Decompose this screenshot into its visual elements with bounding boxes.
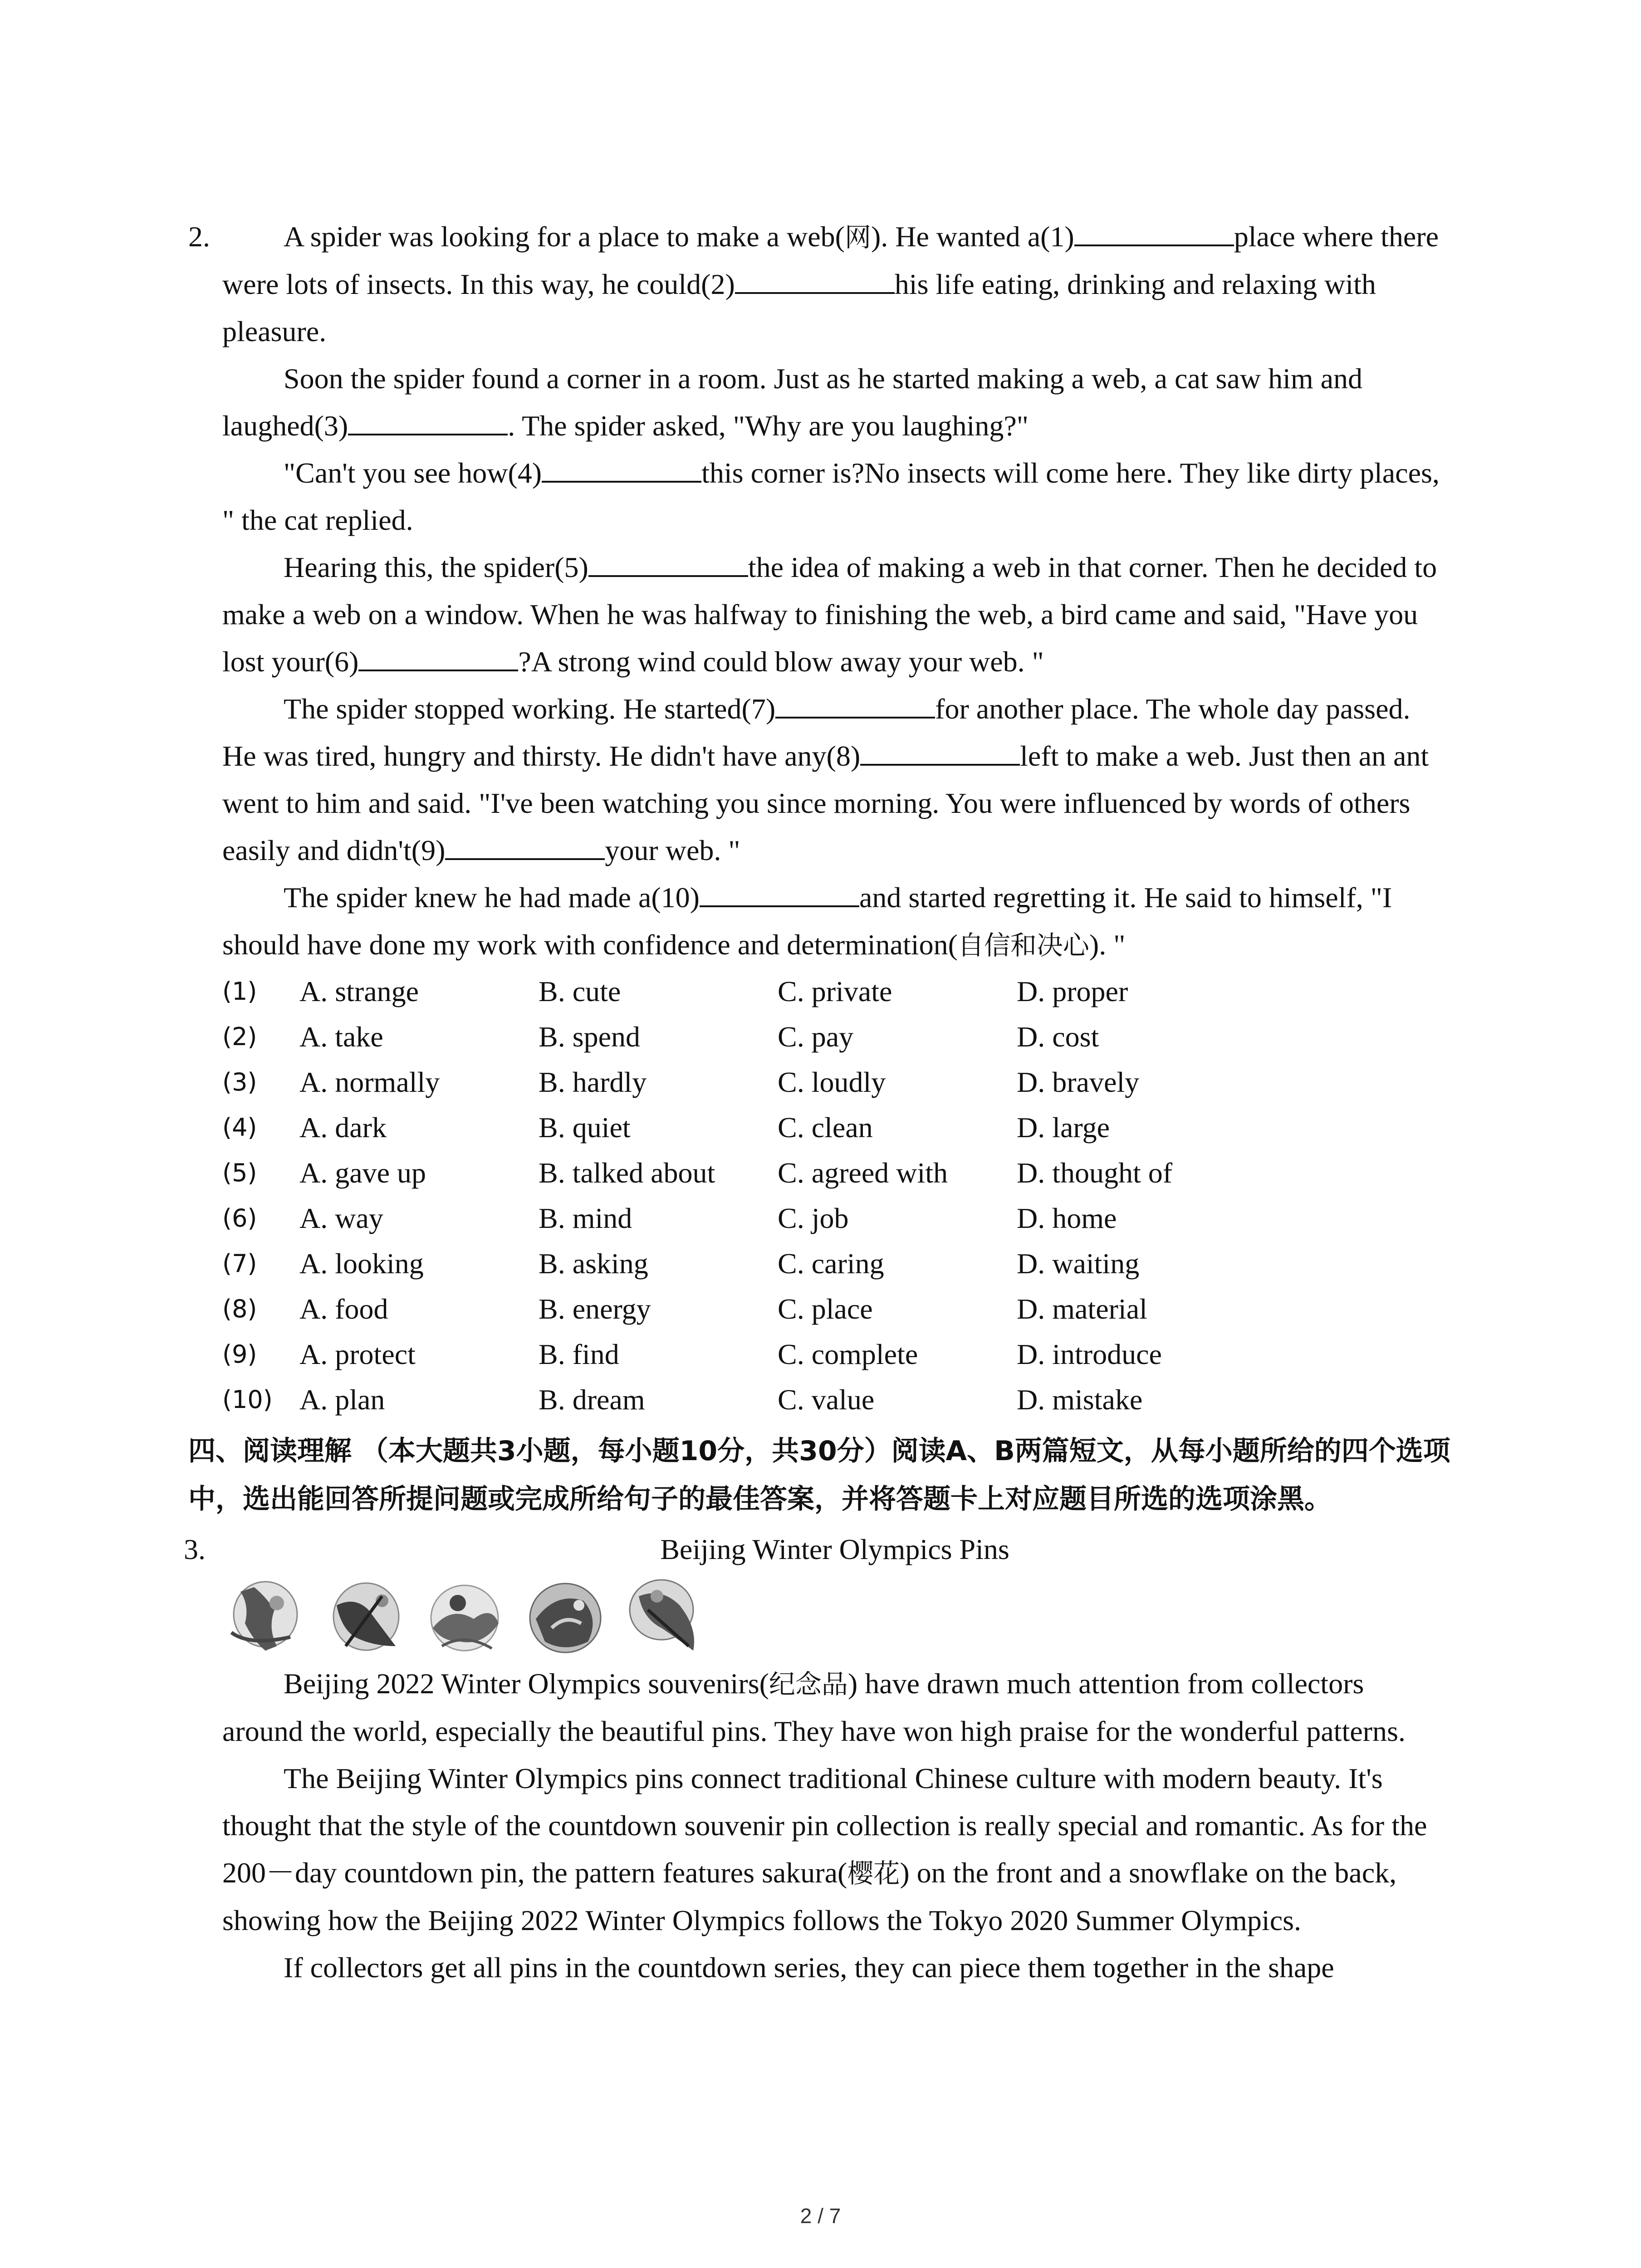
option-b[interactable]: B. hardly: [539, 1066, 647, 1098]
option-row: [222, 1014, 1447, 1060]
pin-image: [424, 1578, 505, 1657]
pin-image: [625, 1578, 707, 1657]
option-row: [222, 1105, 1447, 1150]
page-number: 2 / 7: [800, 2204, 841, 2228]
option-row: [222, 1196, 1447, 1241]
text: Hearing this, the spider(5): [284, 551, 588, 583]
option-c[interactable]: C. pay: [778, 1021, 854, 1053]
option-c[interactable]: C. job: [778, 1202, 849, 1234]
option-b[interactable]: B. quiet: [539, 1111, 631, 1144]
text: and started regretting it. He said to himself, "I should have done my work with confidence and determination(: [222, 881, 1392, 961]
question-title-row: [184, 1526, 1447, 1573]
blank-4[interactable]: [542, 452, 701, 483]
text: The spider knew he had made a(10): [284, 881, 700, 914]
pin-image: [524, 1578, 606, 1657]
blank-2[interactable]: [735, 263, 895, 294]
option-row: [222, 1060, 1447, 1105]
text: ). He wanted a(1): [871, 220, 1074, 253]
option-row: [222, 1150, 1447, 1196]
option-number: (6): [222, 1204, 257, 1232]
option-number: (8): [222, 1295, 257, 1323]
option-number: (3): [222, 1068, 257, 1096]
option-a[interactable]: A. way: [299, 1202, 383, 1234]
paragraph: [222, 685, 1447, 874]
question-3: [184, 1526, 1447, 1991]
option-c[interactable]: C. clean: [778, 1111, 873, 1144]
option-c[interactable]: C. place: [778, 1293, 873, 1325]
blank-5[interactable]: [588, 546, 748, 577]
option-b[interactable]: B. dream: [539, 1383, 645, 1416]
paragraph: [222, 1660, 1447, 1755]
option-a[interactable]: A. take: [299, 1021, 383, 1053]
option-a[interactable]: A. dark: [299, 1111, 387, 1144]
option-b[interactable]: B. talked about: [539, 1157, 715, 1189]
option-row: [222, 1241, 1447, 1286]
text: ). ": [1089, 929, 1126, 961]
option-c[interactable]: C. agreed with: [778, 1157, 948, 1189]
option-d[interactable]: D. bravely: [1017, 1066, 1140, 1098]
option-a[interactable]: A. food: [299, 1293, 388, 1325]
option-b[interactable]: B. mind: [539, 1202, 632, 1234]
text: Soon the spider found a corner in a room. Just as he started making a web, a cat saw him and laughed(3): [222, 362, 1363, 442]
text: your web. ": [605, 834, 740, 866]
question-2: [188, 213, 1447, 1422]
text: A spider was looking for a place to make a web(: [284, 220, 845, 253]
text: The Beijing Winter Olympics pins connect traditional Chinese culture with modern beauty. It's thought that the style of the countdown souvenir pin collection is really special and romantic. As for the 200－day countdown pin, the pattern features sakura(: [222, 1762, 1427, 1889]
option-number: (7): [222, 1249, 257, 1278]
chinese-gloss: 自信和决心: [957, 930, 1089, 961]
text: . The spider asked, "Why are you laughing?": [508, 410, 1029, 442]
option-d[interactable]: D. proper: [1017, 975, 1128, 1007]
option-number: (5): [222, 1158, 257, 1187]
paragraph: [222, 544, 1447, 685]
paragraph: [222, 355, 1447, 450]
paragraph: [222, 450, 1447, 544]
option-a[interactable]: A. gave up: [299, 1157, 426, 1189]
paragraph: [222, 1755, 1447, 1944]
question-number: 2.: [188, 220, 210, 253]
option-number: (10): [222, 1385, 273, 1414]
option-d[interactable]: D. mistake: [1017, 1383, 1143, 1416]
text: left to make a web. Just then an ant went to him and said. "I've been watching you since morning. You were influenced by words of others easily and didn't(9): [222, 740, 1429, 866]
text: "Can't you see how(4): [284, 457, 542, 489]
blank-9[interactable]: [445, 829, 605, 860]
option-d[interactable]: D. waiting: [1017, 1247, 1140, 1280]
blank-10[interactable]: [700, 876, 859, 907]
text: Beijing 2022 Winter Olympics souvenirs(: [284, 1667, 769, 1700]
text: the idea of making a web in that corner. Then he decided to make a web on a window. When he was halfway to finishing the web, a bird came and said, "Have you lost your(6): [222, 551, 1437, 678]
option-d[interactable]: D. material: [1017, 1293, 1147, 1325]
text: his life eating, drinking and relaxing with pleasure.: [222, 268, 1376, 347]
chinese-gloss: 樱花: [847, 1858, 900, 1889]
option-b[interactable]: B. cute: [539, 975, 621, 1007]
option-b[interactable]: B. spend: [539, 1021, 640, 1053]
section-heading: 四、阅读理解 （本大题共3小题，每小题10分，共30分）阅读A、B两篇短文，从每小题所给的四个选项中，选出能回答所提问题或完成所给句子的最佳答案，并将答题卡上对应题目所选的选项涂黑。: [188, 1435, 1450, 1515]
blank-7[interactable]: [775, 688, 935, 719]
text: ?A strong wind could blow away your web. ": [518, 645, 1044, 678]
blank-1[interactable]: [1074, 215, 1234, 246]
option-number: (1): [222, 977, 257, 1006]
option-c[interactable]: C. private: [778, 975, 892, 1007]
chinese-gloss: 纪念品: [769, 1669, 848, 1700]
option-a[interactable]: A. normally: [299, 1066, 440, 1098]
option-c[interactable]: C. loudly: [778, 1066, 886, 1098]
paragraph: If collectors get all pins in the countdown series, they can piece them together in the shape: [284, 1951, 1334, 1984]
option-d[interactable]: D. home: [1017, 1202, 1117, 1234]
text: ) have drawn much attention from collectors around the world, especially the beautiful pins. They have won high praise for the wonderful patterns.: [222, 1667, 1406, 1747]
option-a[interactable]: A. strange: [299, 975, 419, 1007]
text: ) on the front and a snowflake on the back, showing how the Beijing 2022 Winter Olympics follows the Tokyo 2020 Summer Olympics.: [222, 1857, 1397, 1936]
option-number: (2): [222, 1022, 257, 1051]
option-d[interactable]: D. cost: [1017, 1021, 1099, 1053]
option-row: [222, 1332, 1447, 1377]
blank-8[interactable]: [860, 735, 1020, 766]
passage-title: Beijing Winter Olympics Pins: [660, 1533, 1009, 1565]
page-content: [184, 213, 1450, 1991]
option-row: [222, 1377, 1447, 1422]
option-c[interactable]: C. value: [778, 1383, 875, 1416]
chinese-gloss: 网: [844, 222, 871, 253]
paragraph: [222, 213, 1447, 355]
pin-image: [222, 1578, 304, 1657]
option-a[interactable]: A. plan: [299, 1383, 385, 1416]
option-b[interactable]: B. find: [539, 1338, 619, 1370]
blank-6[interactable]: [358, 640, 518, 671]
option-c[interactable]: C. complete: [778, 1338, 918, 1370]
option-b[interactable]: B. asking: [539, 1247, 648, 1280]
text: this corner is?No insects will come here. They like dirty places, " the cat replied.: [222, 457, 1440, 536]
options-table: [222, 969, 1447, 1422]
option-a[interactable]: A. looking: [299, 1247, 424, 1280]
text: The spider stopped working. He started(7): [284, 693, 776, 725]
option-a[interactable]: A. protect: [299, 1338, 416, 1370]
option-number: (4): [222, 1113, 257, 1142]
option-number: (9): [222, 1340, 257, 1369]
pin-images: [222, 1577, 1447, 1658]
option-row: [222, 969, 1447, 1014]
blank-3[interactable]: [348, 405, 508, 435]
option-d[interactable]: D. introduce: [1017, 1338, 1162, 1370]
option-d[interactable]: D. thought of: [1017, 1157, 1173, 1189]
text: place where there were lots of insects. In this way, he could(2): [222, 220, 1439, 300]
option-row: [222, 1286, 1447, 1332]
pin-image: [323, 1578, 405, 1657]
question-number: 3.: [184, 1533, 206, 1565]
text: for another place. The whole day passed. He was tired, hungry and thirsty. He didn't have any(8): [222, 693, 1411, 772]
paragraph: [222, 874, 1447, 969]
option-d[interactable]: D. large: [1017, 1111, 1110, 1144]
option-c[interactable]: C. caring: [778, 1247, 884, 1280]
option-b[interactable]: B. energy: [539, 1293, 651, 1325]
